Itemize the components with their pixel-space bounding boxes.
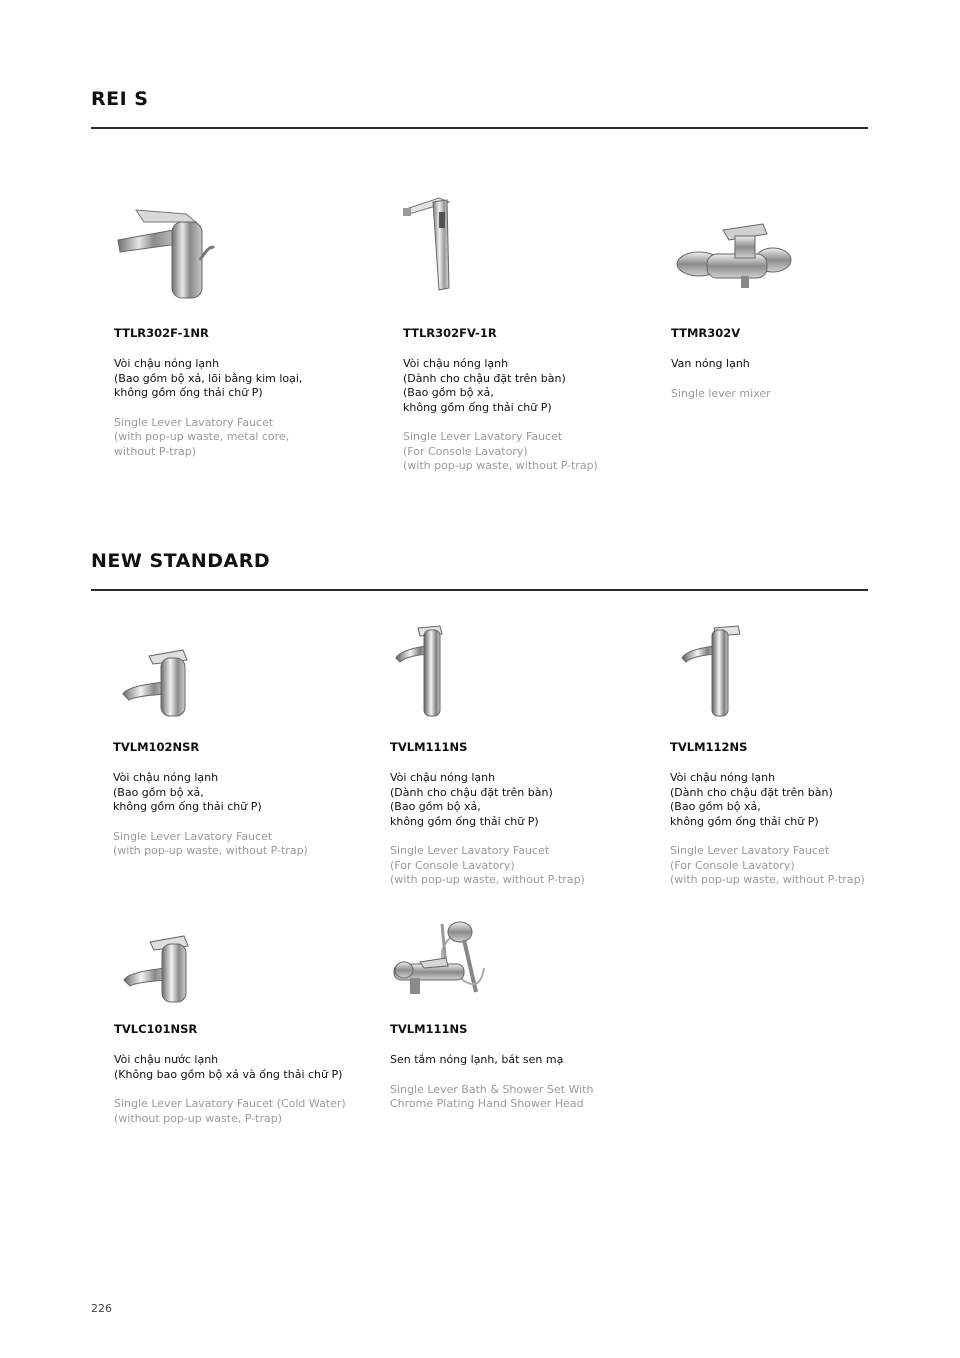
section-title-rei-s: REI S [91,88,149,110]
product-description-vn: Van nóng lạnh [671,357,750,370]
product-card [671,200,931,401]
product-card [390,918,650,1112]
product-card [114,920,374,1126]
product-code: TVLM111NS [390,740,468,754]
product-description-vn: Sen tắm nóng lạnh, bát sen mạ [390,1053,564,1066]
tall-basin-faucet-icon [403,196,513,300]
product-description-vn: Vòi chậu nóng lạnh (Bao gồm bộ xả, không gồm ống thải chữ P) [113,771,262,813]
wall-mixer-valve-icon [671,200,781,300]
single-lever-basin-faucet-icon [113,620,223,720]
product-description-vn: Vòi chậu nóng lạnh (Bao gồm bộ xả, lõi bằng kim loại, không gồm ống thải chữ P) [114,357,303,399]
section-divider [91,589,868,591]
product-code: TTLR302FV-1R [403,326,497,340]
product-description-en: Single Lever Bath & Shower Set With Chrome Plating Hand Shower Head [390,1082,594,1110]
product-description-en: Single Lever Lavatory Faucet (Cold Water) (without pop-up waste, P-trap) [114,1097,346,1125]
section-divider [91,127,868,129]
product-code: TVLM111NS [390,1022,468,1036]
product-description-en: Single Lever Lavatory Faucet (with pop-up waste, metal core, without P-trap) [114,415,290,458]
product-code: TVLM102NSR [113,740,200,754]
product-description-vn: Vòi chậu nóng lạnh (Dành cho chậu đặt trên bàn) (Bao gồm bộ xả, không gồm ống thải chữ P) [390,771,553,828]
product-description-en: Single Lever Lavatory Faucet (For Console Lavatory) (with pop-up waste, without P-trap) [670,844,865,886]
product-code: TTLR302F-1NR [114,326,209,340]
product-description-en: Single Lever Lavatory Faucet (For Console Lavatory) (with pop-up waste, without P-trap) [390,844,585,886]
tall-basin-faucet-icon [670,620,780,720]
section-title-new-standard: NEW STANDARD [91,550,271,572]
tall-basin-faucet-icon [390,620,500,720]
product-description-vn: Vòi chậu nóng lạnh (Dành cho chậu đặt trên bàn) (Bao gồm bộ xả, không gồm ống thải chữ P) [670,771,833,828]
product-card [403,196,663,474]
bath-shower-set-icon [390,918,500,1004]
product-description-vn: Vòi chậu nước lạnh (Không bao gồm bộ xả và ống thải chữ P) [114,1053,343,1081]
product-code: TTMR302V [671,326,741,340]
product-card [113,620,373,859]
single-lever-basin-faucet-icon [114,920,224,1004]
product-card [114,200,374,459]
product-description-en: Single Lever Lavatory Faucet (with pop-up waste, without P-trap) [113,829,308,857]
single-lever-basin-faucet-icon [114,200,224,300]
page-number: 226 [91,1302,112,1315]
product-description-en: Single Lever Lavatory Faucet (For Console Lavatory) (with pop-up waste, without P-trap) [403,430,598,472]
product-code: TVLM112NS [670,740,748,754]
product-description-en: Single lever mixer [671,386,771,400]
product-description-vn: Vòi chậu nóng lạnh (Dành cho chậu đặt trên bàn) (Bao gồm bộ xả, không gồm ống thải chữ P) [403,357,566,414]
product-card [390,620,650,888]
product-code: TVLC101NSR [114,1022,198,1036]
product-card [670,620,930,888]
